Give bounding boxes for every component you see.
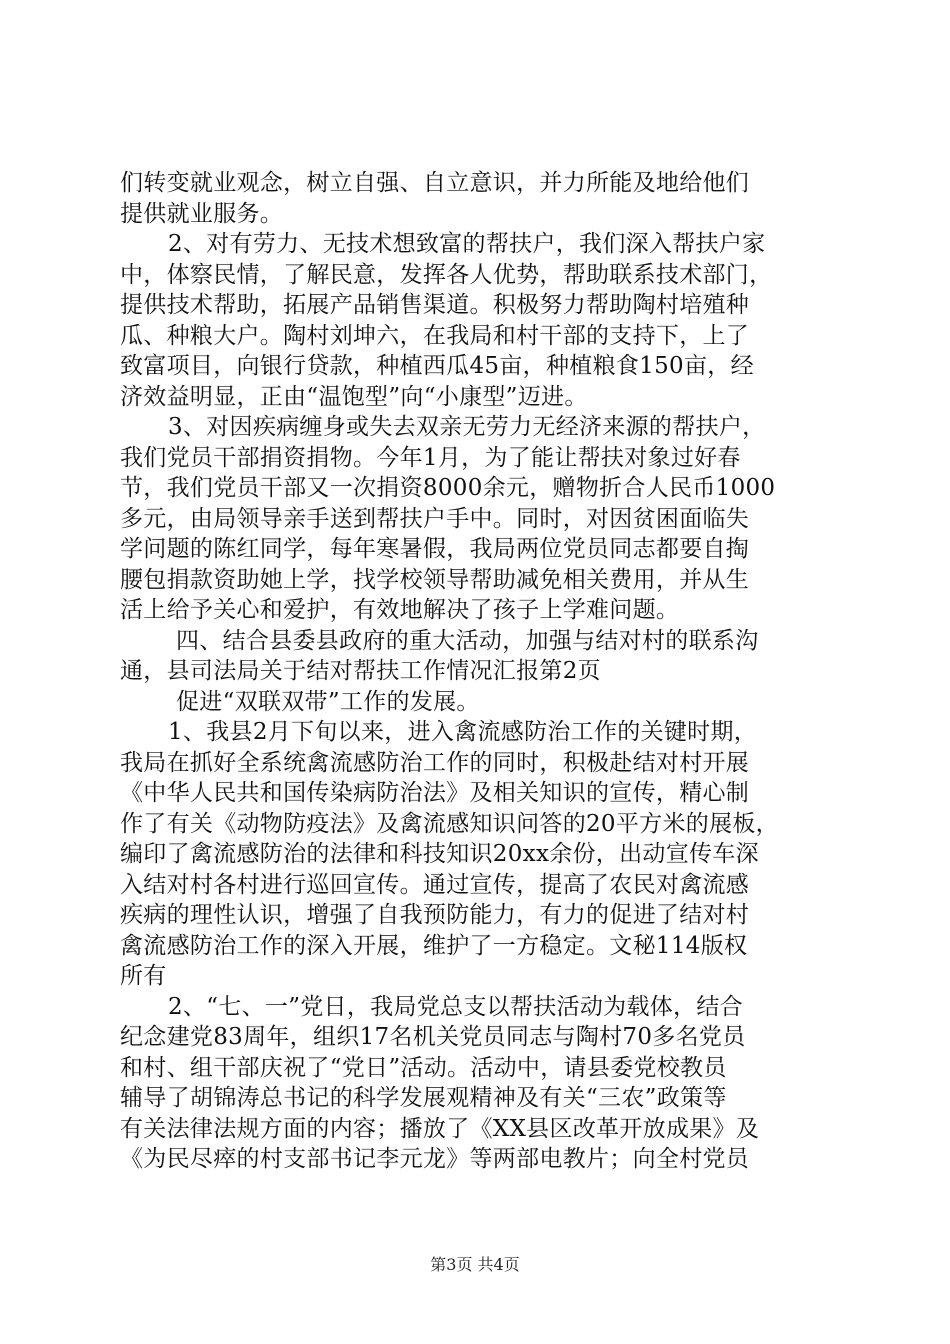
- text-line: 禽流感防治工作的深入开展，维护了一方稳定。文秘114版权: [120, 932, 748, 959]
- text-line: 《为民尽瘁的村支部书记李元龙》等两部电教片；向全村党员: [120, 1146, 750, 1172]
- text-line: 节，我们党员干部又一次捐资8000余元，赠物折合人民币1000: [120, 475, 776, 501]
- text-line: 纪念建党83周年，组织17名机关党员同志与陶村70多名党员: [120, 1024, 746, 1050]
- text-line: 《中华人民共和国传染病防治法》及相关知识的宣传，精心制: [120, 780, 750, 806]
- text-line: 3、对因疾病缠身或失去双亲无劳力无经济来源的帮扶户，: [168, 414, 766, 440]
- text-line: 多元，由局领导亲手送到帮扶户手中。同时，对因贫困面临失: [120, 505, 750, 532]
- text-line: 我局在抓好全系统禽流感防治工作的同时，积极赴结对村开展: [120, 749, 750, 776]
- text-line: 辅导了胡锦涛总书记的科学发展观精神及有关“三农”政策等: [120, 1085, 727, 1111]
- text-line: 2、“七、一”党日，我局党总支以帮扶活动为载体，结合: [168, 993, 743, 1020]
- text-line: 致富项目，向银行贷款，种植西瓜45亩，种植粮食150亩，经: [120, 353, 754, 379]
- text-line: 入结对村各村进行巡回宣传。通过宣传，提高了农民对禽流感: [120, 871, 750, 898]
- text-line: 1、我县2月下旬以来，进入禽流感防治工作的关键时期，: [168, 719, 758, 745]
- text-line: 作了有关《动物防疫法》及禽流感知识问答的20平方米的展板，: [120, 810, 779, 837]
- text-line: 提供就业服务。: [120, 200, 284, 227]
- text-line: 们转变就业观念，树立自强、自立意识，并力所能及地给他们: [120, 170, 750, 196]
- page-number-label: 第3页 共4页: [430, 1255, 520, 1274]
- text-line: 提供技术帮助，拓展产品销售渠道。积极努力帮助陶村培殖种: [120, 292, 750, 318]
- text-line: 学问题的陈红同学，每年寒暑假，我局两位党员同志都要自掏: [120, 536, 750, 562]
- text-line: 和村、组干部庆祝了“党日”活动。活动中，请县委党校教员: [120, 1054, 727, 1081]
- text-line: 促进“双联双带”工作的发展。: [176, 688, 480, 715]
- text-line: 四、结合县委县政府的重大活动，加强与结对村的联系沟: [176, 627, 759, 654]
- text-line: 中，体察民情，了解民意，发挥各人优势，帮助联系技术部门，: [120, 261, 773, 288]
- text-line: 疾病的理性认识，增强了自我预防能力，有力的促进了结对村: [120, 902, 750, 928]
- text-line: 瓜、种粮大户。陶村刘坤六，在我局和村干部的支持下，上了: [120, 322, 750, 349]
- text-line: 有关法律法规方面的内容；播放了《XX县区改革开放成果》及: [120, 1115, 760, 1142]
- text-line: 腰包捐款资助她上学，找学校领导帮助减免相关费用，并从生: [120, 566, 750, 593]
- document-body: [120, 168, 830, 1175]
- text-line: 编印了禽流感防治的法律和科技知识20xx余份，出动宣传车深: [120, 841, 759, 867]
- text-line: 通，县司法局关于结对帮扶工作情况汇报第2页: [120, 658, 601, 684]
- text-line: 所有: [120, 963, 167, 989]
- text-line: 活上给予关心和爱护，有效地解决了孩子上学难问题。: [120, 597, 680, 623]
- text-line: 2、对有劳力、无技术想致富的帮扶户，我们深入帮扶户家: [168, 231, 766, 257]
- text-line: 济效益明显，正由“温饱型”向“小康型”迈进。: [120, 383, 588, 410]
- text-line: 我们党员干部捐资捐物。今年1月，为了能让帮扶对象过好春: [120, 444, 741, 471]
- page-footer: [0, 1255, 950, 1275]
